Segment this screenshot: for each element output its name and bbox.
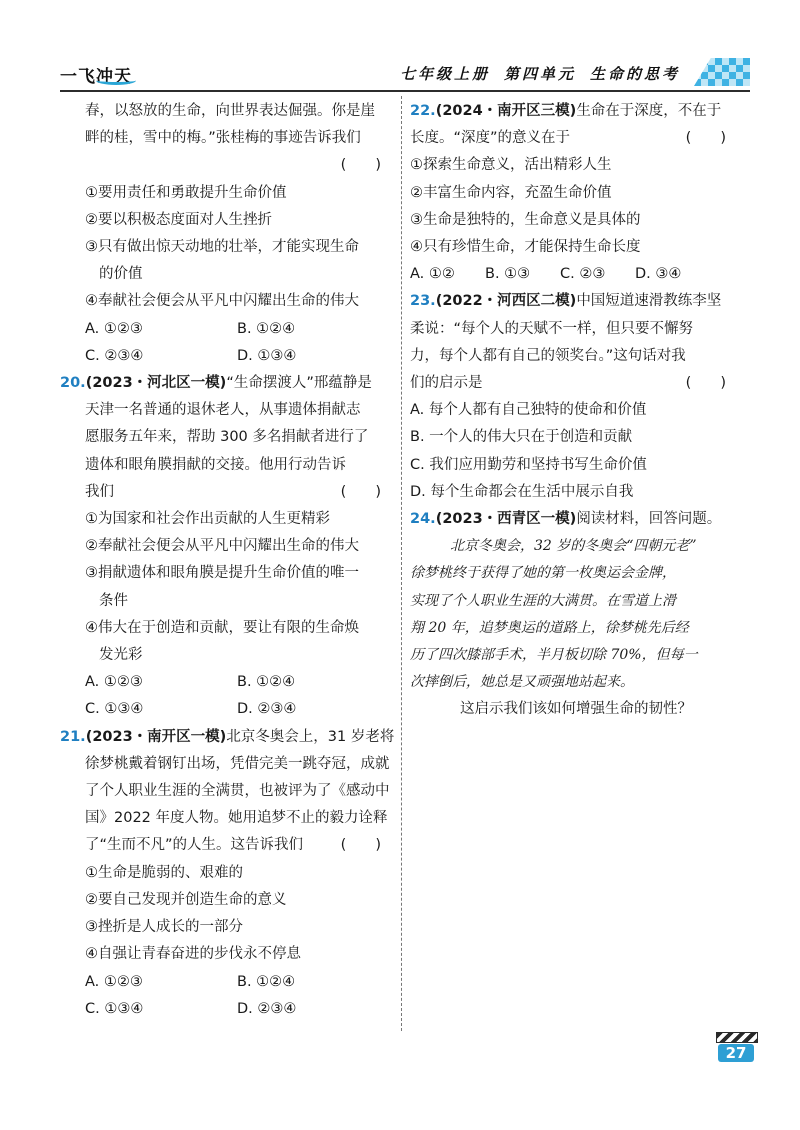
option-c[interactable]: C. 我们应用勤劳和坚持书写生命价值	[410, 456, 647, 473]
option-a[interactable]: A. ①②③	[85, 674, 143, 691]
statement-item: 的价值	[99, 266, 143, 283]
column-divider	[401, 96, 402, 1031]
question-source: (2023・河北区一模)	[85, 375, 227, 392]
statement-item: ③生命是独特的，生命意义是具体的	[410, 211, 641, 228]
option-c[interactable]: C. ②③	[560, 266, 606, 283]
option-d[interactable]: D. ②③④	[237, 701, 297, 718]
question-number: 21.	[60, 728, 86, 745]
option-c[interactable]: C. ①③④	[85, 1000, 144, 1017]
page-number: 27	[718, 1044, 754, 1062]
question-source: (2023・西青区一模)	[435, 511, 577, 528]
option-b[interactable]: B. 一个人的伟大只在于创造和贡献	[410, 429, 633, 446]
stem-line: 春，以怒放的生命，向世界表达倔强。你是崖	[85, 103, 375, 119]
question-21	[60, 724, 395, 1023]
option-a[interactable]: A. ①②③	[85, 973, 143, 990]
question-number: 20.	[60, 375, 86, 392]
stem-line: 力，每个人都有自己的领奖台。”这句话对我	[410, 347, 686, 364]
answer-paren: ( )	[340, 837, 381, 854]
option-row	[85, 669, 395, 696]
page-header	[60, 56, 750, 92]
question-24	[410, 506, 740, 724]
question-source: (2022・河西区二模)	[435, 293, 577, 310]
option-a[interactable]: A. ①②③	[85, 320, 143, 337]
option-d[interactable]: D. ①③④	[237, 347, 297, 364]
option-d[interactable]: D. ②③④	[237, 1000, 297, 1017]
question-source: (2023・南开区一模)	[85, 728, 227, 745]
topic-label: 生命的思考	[589, 65, 680, 83]
stem-line: 天津一名普通的退休老人，从事遗体捐献志	[85, 402, 361, 419]
statement-item: ④奉献社会便会从平凡中闪耀出生命的伟大	[85, 293, 359, 310]
question-22	[410, 98, 740, 288]
question-number: 23.	[410, 293, 436, 310]
statement-item: ③挫折是人成长的一部分	[85, 919, 243, 936]
answer-paren: ( )	[340, 157, 381, 174]
question-source: (2024・南开区三模)	[435, 103, 577, 119]
option-row	[85, 696, 395, 723]
stem-line: “生命摆渡人”邢蕴静是	[226, 375, 372, 392]
option-row	[85, 996, 395, 1023]
statement-item: ②要以积极态度面对人生挫折	[85, 211, 272, 228]
answer-paren: ( )	[340, 483, 381, 500]
stem-line: 国》2022 年度人物。她用追梦不止的毅力诠释	[85, 810, 388, 827]
option-d[interactable]: D. 每个生命都会在生活中展示自我	[410, 483, 634, 500]
stem-line: 中国短道速滑教练李坚	[576, 293, 722, 310]
option-row	[85, 316, 395, 343]
passage-line: 徐梦桃终于获得了她的第一枚奥运会金牌，	[410, 565, 676, 582]
grade-label: 七年级上册	[399, 65, 490, 83]
statement-item: ①为国家和社会作出贡献的人生更精彩	[85, 511, 330, 528]
passage-line: 北京冬奥会，32 岁的冬奥会“四朝元老”	[450, 538, 697, 555]
statement-item: ②丰富生命内容，充盈生命价值	[410, 184, 612, 201]
stem-line: 生命在于深度，不在于	[576, 103, 722, 119]
passage-line: 实现了个人职业生涯的大满贯。在雪道上滑	[410, 592, 676, 609]
statement-item: ②要自己发现并创造生命的意义	[85, 891, 287, 908]
stem-line: 遗体和眼角膜捐献的交接。他用行动告诉	[85, 456, 346, 473]
option-b[interactable]: B. ①②④	[237, 674, 296, 691]
statement-item: 发光彩	[99, 647, 143, 664]
statement-item: ④自强让青春奋进的步伐永不停息	[85, 946, 301, 963]
question-number: 24.	[410, 511, 436, 528]
stem-line: 畔的桂，雪中的梅。”张桂梅的事迹告诉我们	[85, 130, 361, 147]
hazard-stripe-icon	[716, 1032, 758, 1043]
statement-item: 条件	[99, 592, 128, 609]
statement-item: ①生命是脆弱的、艰难的	[85, 864, 243, 881]
statement-item: ①探索生命意义，活出精彩人生	[410, 157, 612, 174]
option-c[interactable]: C. ②③④	[85, 347, 144, 364]
question-lead: 阅读材料，回答问题。	[576, 511, 722, 528]
reading-passage	[410, 533, 740, 696]
stem-line: 愿服务五年来，帮助 300 多名捐献者进行了	[85, 429, 369, 446]
option-b[interactable]: B. ①②④	[237, 973, 296, 990]
option-a[interactable]: A. ①②	[410, 266, 455, 283]
right-column	[410, 98, 740, 724]
option-d[interactable]: D. ③④	[635, 266, 682, 283]
series-logo: 一飞冲天	[60, 67, 132, 87]
stem-line: 柔说：“每个人的天赋不一样，但只要不懈努	[410, 320, 694, 337]
statement-item: ④只有珍惜生命，才能保持生命长度	[410, 239, 641, 256]
option-a[interactable]: A. 每个人都有自己独特的使命和价值	[410, 402, 647, 419]
stem-line: 了个人职业生涯的全满贯，也被评为了《感动中	[85, 783, 390, 800]
logo-swoosh-icon	[96, 76, 136, 85]
question-prompt: 这启示我们该如何增强生命的韧性？	[460, 701, 692, 718]
passage-line: 翔 20 年，追梦奥运的道路上，徐梦桃先后经	[410, 619, 689, 636]
stem-line: 徐梦桃戴着钢钉出场，凭借完美一跳夺冠，成就	[85, 755, 390, 772]
question-20	[60, 370, 395, 724]
statement-item: ④伟大在于创造和贡献，要让有限的生命焕	[85, 619, 359, 636]
question-23	[410, 288, 740, 506]
question-19	[85, 98, 395, 370]
passage-line: 历了四次膝部手术，半月板切除 70%，但每一	[410, 647, 698, 664]
option-row	[85, 969, 395, 996]
question-number: 22.	[410, 103, 436, 119]
stem-line: 了“生而不凡”的人生。这告诉我们	[85, 837, 304, 854]
option-b[interactable]: B. ①②④	[237, 320, 296, 337]
option-c[interactable]: C. ①③④	[85, 701, 144, 718]
answer-paren: ( )	[685, 375, 726, 392]
checker-pattern-icon	[694, 58, 750, 86]
unit-label: 第四单元	[503, 65, 576, 83]
option-row	[85, 343, 395, 370]
stem-line: 北京冬奥会上，31 岁老将	[226, 728, 395, 745]
left-column	[60, 98, 395, 1023]
passage-line: 次摔倒后，她总是又顽强地站起来。	[410, 674, 634, 691]
running-title	[386, 63, 680, 84]
stem-line: 们的启示是	[410, 375, 483, 392]
statement-item: ①要用责任和勇敢提升生命价值	[85, 184, 287, 201]
answer-paren: ( )	[685, 130, 726, 147]
statement-item: ③只有做出惊天动地的壮举，才能实现生命	[85, 239, 359, 256]
option-row	[410, 261, 740, 288]
stem-line: 长度。“深度”的意义在于	[410, 130, 571, 147]
page-number-badge	[716, 1032, 756, 1062]
statement-item: ②奉献社会便会从平凡中闪耀出生命的伟大	[85, 538, 359, 555]
stem-line: 我们	[85, 483, 114, 500]
statement-item: ③捐献遗体和眼角膜是提升生命价值的唯一	[85, 565, 359, 582]
option-b[interactable]: B. ①③	[485, 266, 531, 283]
